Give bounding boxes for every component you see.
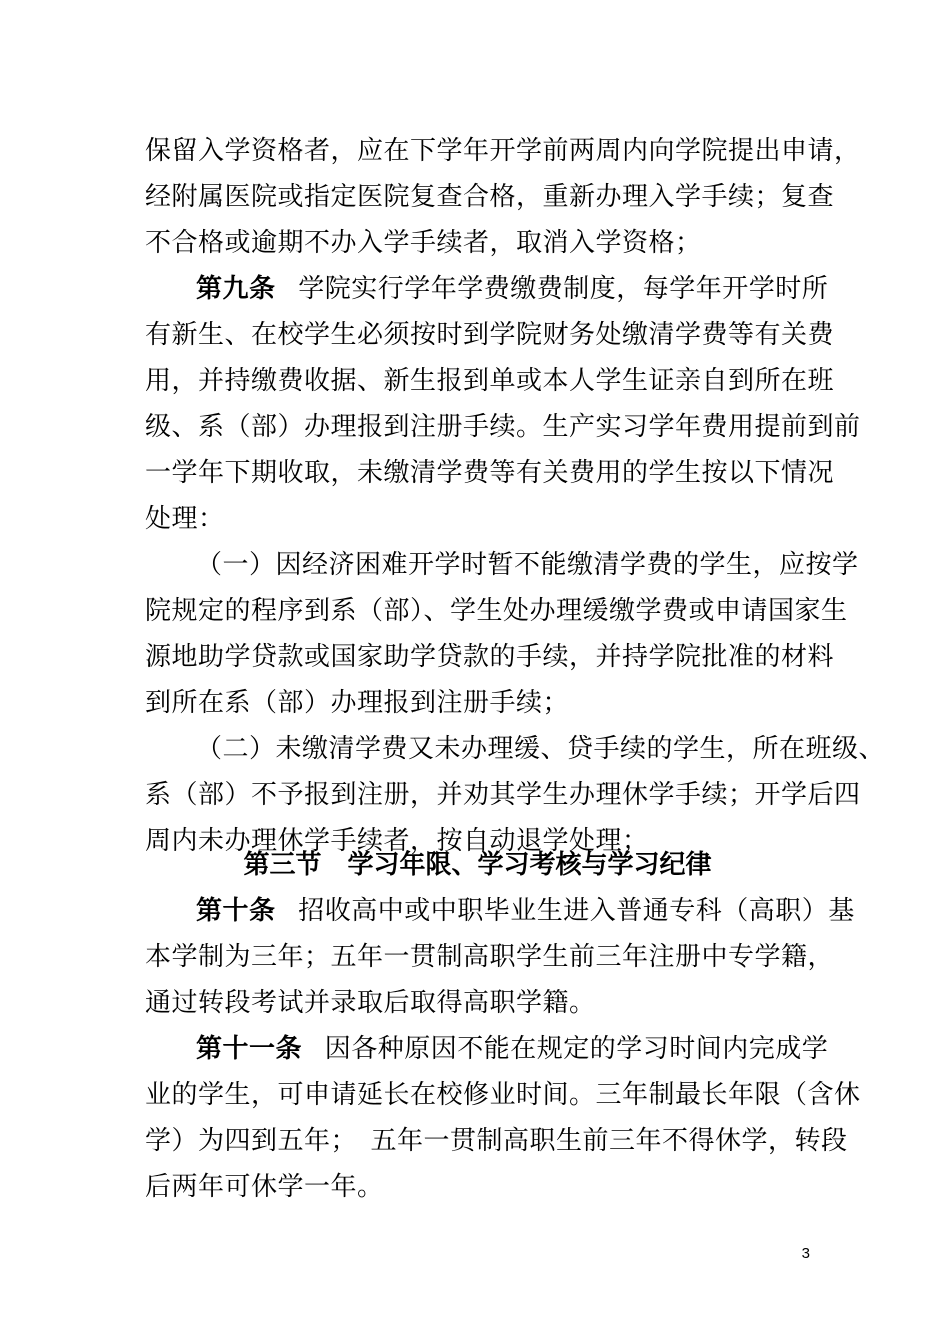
item-1-line-1: （一）因经济困难开学时暂不能缴清学费的学生，应按学 xyxy=(196,550,859,580)
item-1-line-2: 院规定的程序到系（部）、学生处办理缓缴学费或申请国家生 xyxy=(145,596,848,626)
section-heading: 第三节 学习年限、学习考核与学习纪律 xyxy=(243,850,712,880)
article-10-first-line xyxy=(196,888,855,934)
item-2-line-1: （二）未缴清学费又未办理缓、贷手续的学生，所在班级、 xyxy=(196,734,886,764)
article-9-first-line xyxy=(196,266,829,312)
article-9-line-5: 一学年下期收取，未缴清学费等有关费用的学生按以下情况 xyxy=(145,458,835,488)
item-2-line-3: 周内未办理休学手续者，按自动退学处理； xyxy=(145,826,649,856)
article-11-title: 第十一条 xyxy=(196,1034,303,1064)
article-9-text-1: 学院实行学年学费缴费制度，每学年开学时所 xyxy=(298,274,829,304)
item-1-line-3: 源地助学贷款或国家助学贷款的手续，并持学院批准的材料 xyxy=(145,642,835,672)
article-11-line-3: 学）为四到五年； 五年一贯制高职生前三年不得休学，转段 xyxy=(145,1126,848,1156)
article-11-line-2: 业的学生，可申请延长在校修业时间。三年制最长年限（含休 xyxy=(145,1080,861,1110)
intro-line-3: 不合格或逾期不办入学手续者，取消入学资格； xyxy=(145,228,702,258)
article-10-title: 第十条 xyxy=(196,896,276,926)
article-11-text-1: 因各种原因不能在规定的学习时间内完成学 xyxy=(324,1034,829,1064)
intro-line-1: 保留入学资格者，应在下学年开学前两周内向学院提出申请， xyxy=(145,136,861,166)
intro-line-2: 经附属医院或指定医院复查合格，重新办理入学手续；复查 xyxy=(145,182,835,212)
article-9-title: 第九条 xyxy=(196,274,276,304)
article-10-text-1: 招收高中或中职毕业生进入普通专科（高职）基 xyxy=(298,896,855,926)
item-1-line-4: 到所在系（部）办理报到注册手续； xyxy=(145,688,570,718)
article-10-line-3: 通过转段考试并录取后取得高职学籍。 xyxy=(145,988,596,1018)
article-11-first-line xyxy=(196,1026,829,1072)
article-9-line-4: 级、系（部）办理报到注册手续。生产实习学年费用提前到前 xyxy=(145,412,861,442)
page-number: 3 xyxy=(801,1245,810,1262)
item-2-line-2: 系（部）不予报到注册，并劝其学生办理休学手续；开学后四 xyxy=(145,780,861,810)
article-9-line-3: 用，并持缴费收据、新生报到单或本人学生证亲自到所在班 xyxy=(145,366,835,396)
article-10-line-2: 本学制为三年；五年一贯制高职学生前三年注册中专学籍， xyxy=(145,942,835,972)
article-9-line-2: 有新生、在校学生必须按时到学院财务处缴清学费等有关费 xyxy=(145,320,835,350)
article-11-line-4: 后两年可休学一年。 xyxy=(145,1172,384,1202)
article-9-line-6: 处理： xyxy=(145,504,225,534)
